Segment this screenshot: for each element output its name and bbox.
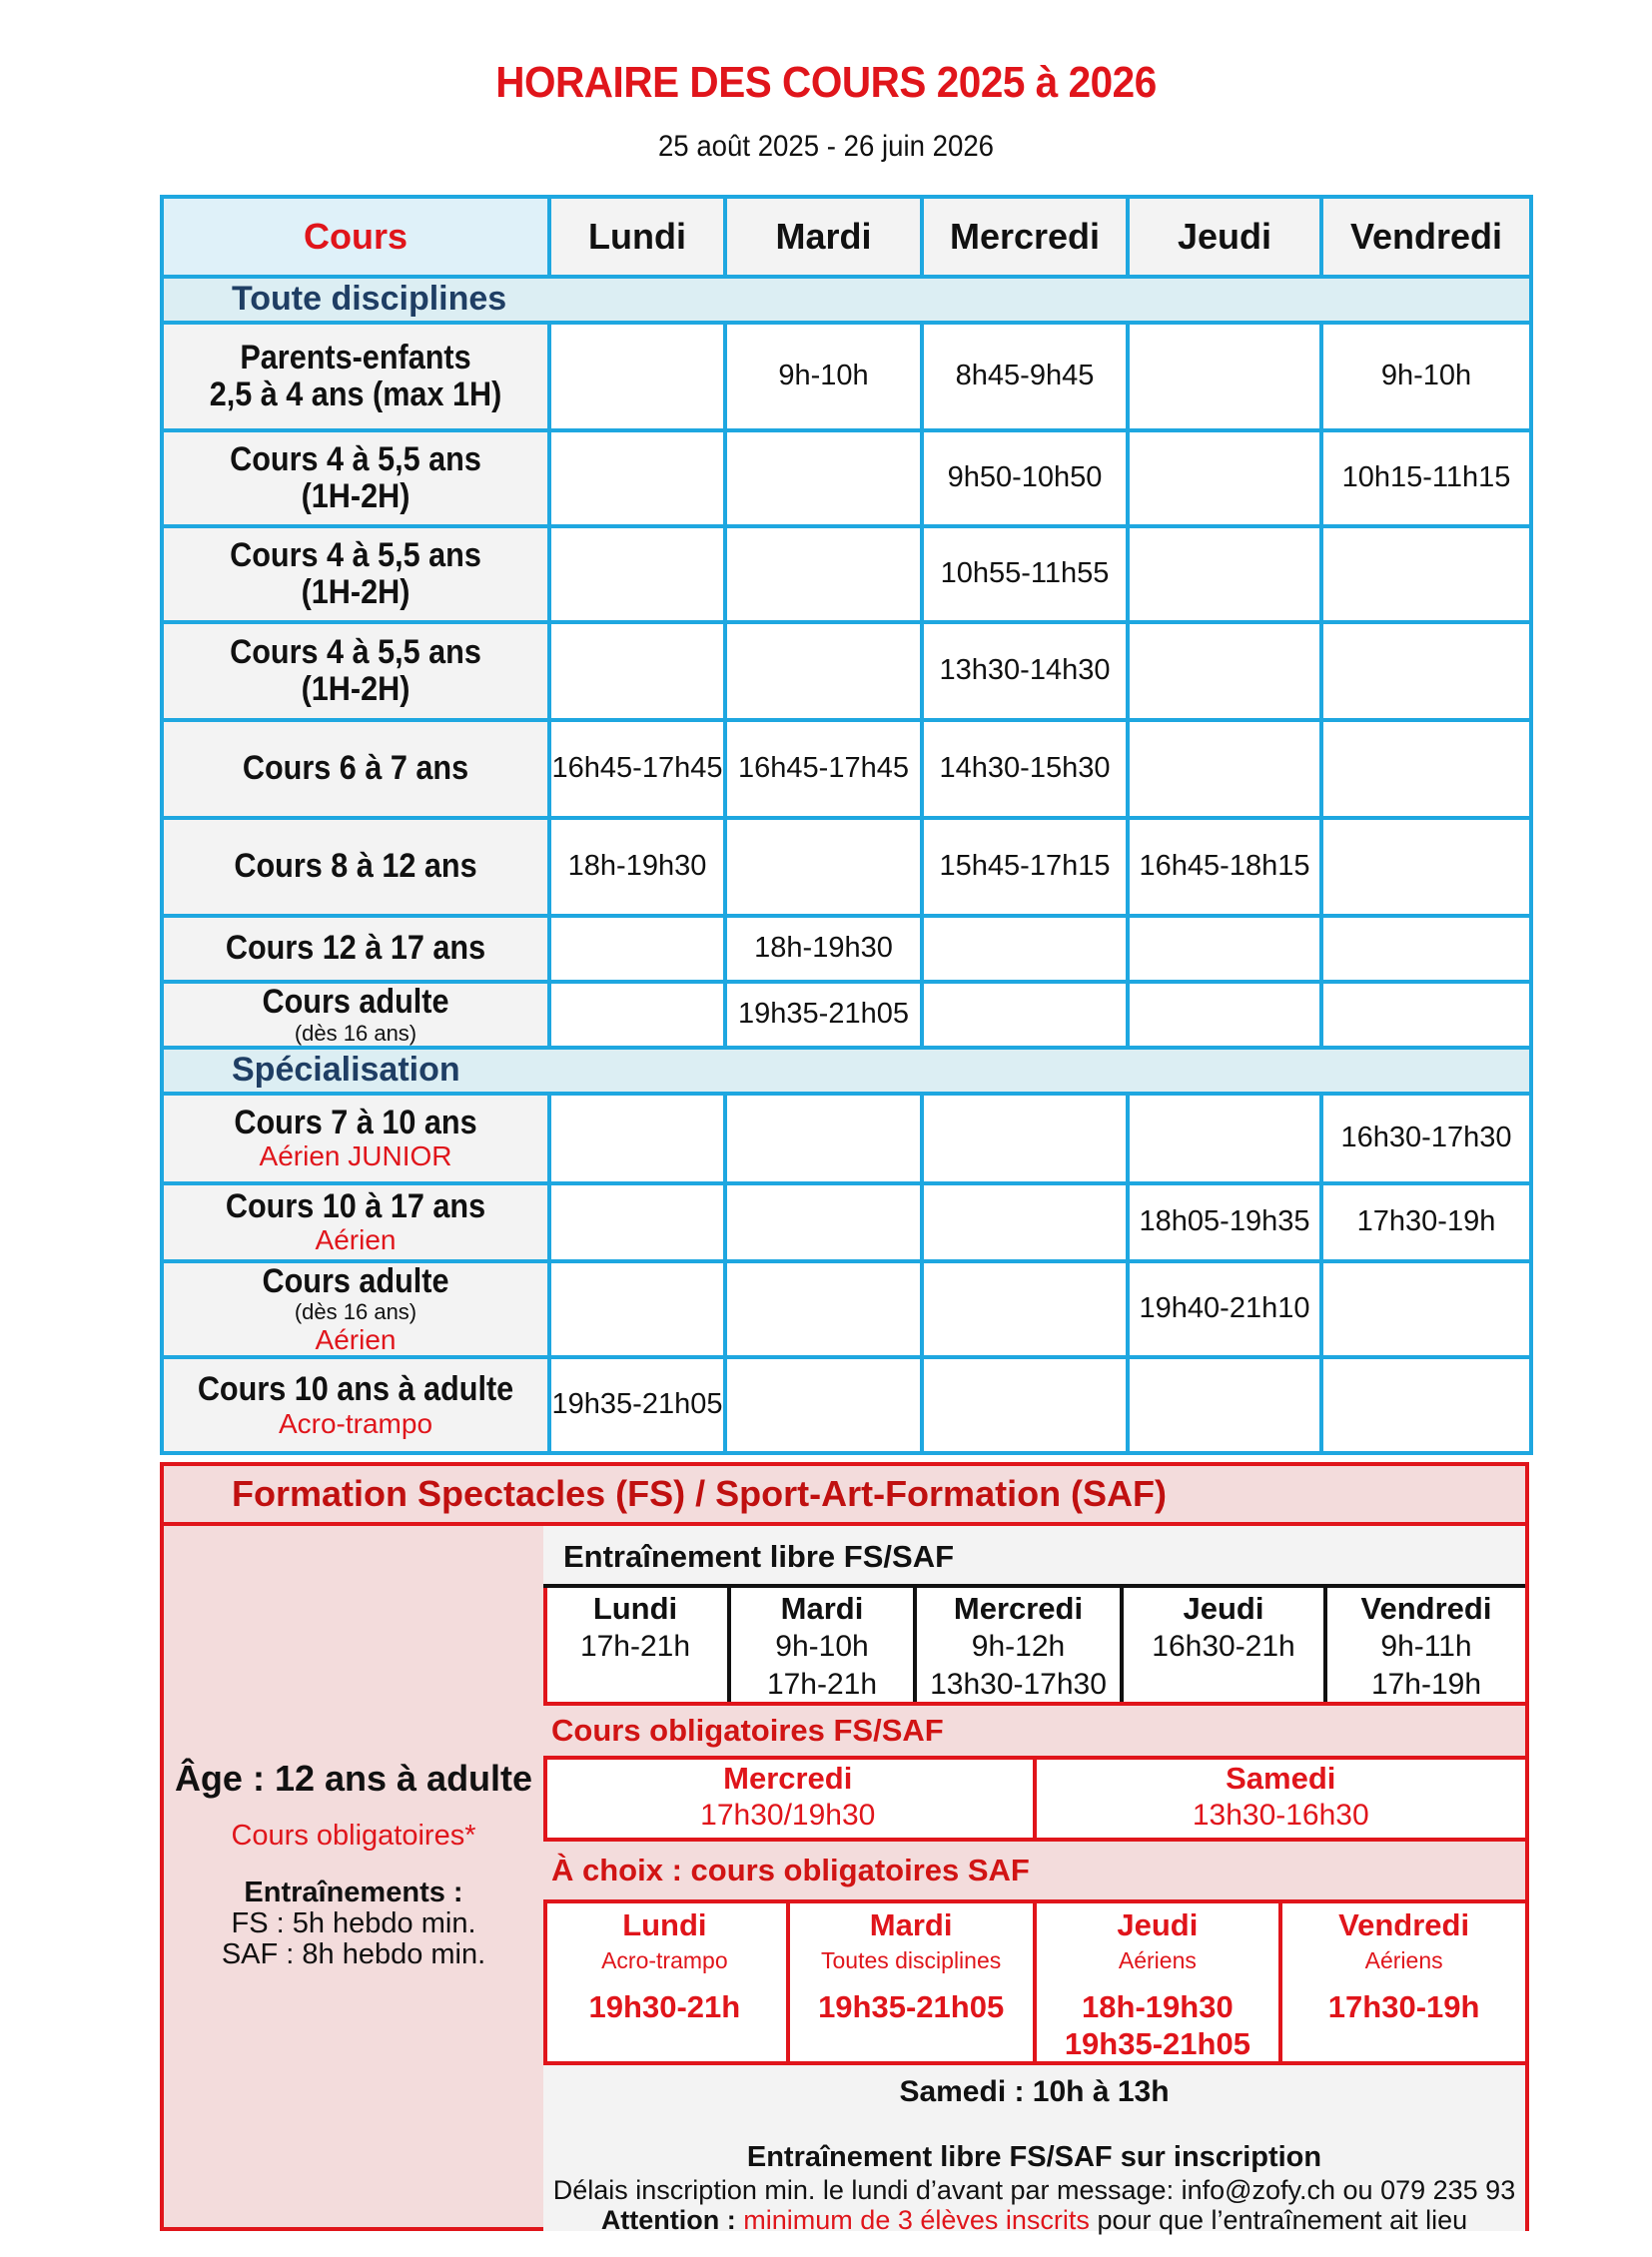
- saturday-training-title: Entraînement libre FS/SAF sur inscription: [746, 2141, 1322, 2173]
- time-cell: [922, 1357, 1128, 1453]
- free-training-cell: Jeudi 16h30-21h: [1124, 1588, 1327, 1702]
- table-row: [162, 818, 1531, 916]
- fs-saf-info-panel: [160, 1522, 547, 2231]
- time-cell: [725, 1094, 922, 1183]
- time-cell: [725, 526, 922, 622]
- table-row: [162, 982, 1531, 1048]
- time-cell: [922, 916, 1128, 982]
- course-cell: Cours 10 à 17 ans Aérien: [162, 1183, 549, 1261]
- time-cell: 16h30-17h30: [1321, 1094, 1531, 1183]
- time-cell: [725, 1261, 922, 1357]
- choice-courses-row: [543, 1903, 1525, 2065]
- time-cell: [1128, 622, 1321, 720]
- saturday-hours: Samedi : 10h à 13h: [899, 2075, 1170, 2108]
- fs-saf-schedule-panel: [543, 1522, 1529, 2235]
- time-cell: [1128, 1094, 1321, 1183]
- course-cell: Cours 6 à 7 ans: [162, 720, 549, 818]
- time-cell: 10h15-11h15: [1321, 430, 1531, 526]
- free-training-title: Entraînement libre FS/SAF: [543, 1526, 1525, 1588]
- time-cell: [725, 622, 922, 720]
- time-cell: [549, 430, 725, 526]
- table-row: [162, 622, 1531, 720]
- table-row: [162, 1094, 1531, 1183]
- time-cell: [1321, 916, 1531, 982]
- training-requirements: [164, 1878, 543, 1970]
- choice-course-cell: Vendredi Aériens 17h30-19h: [1327, 1907, 1480, 2024]
- time-cell: 14h30-15h30: [922, 720, 1128, 818]
- time-cell: [549, 1183, 725, 1261]
- time-cell: [1128, 916, 1321, 982]
- time-cell: 16h45-17h45: [725, 720, 922, 818]
- saturday-training-block: [543, 2065, 1525, 2235]
- time-cell: 17h30-19h: [1321, 1183, 1531, 1261]
- time-cell: 15h45-17h15: [922, 818, 1128, 916]
- time-cell: [1321, 622, 1531, 720]
- time-cell: 16h45-18h15: [1128, 818, 1321, 916]
- time-cell: [1128, 323, 1321, 430]
- time-cell: [922, 1261, 1128, 1357]
- training-fs: FS : 5h hebdo min.: [231, 1907, 476, 1939]
- time-cell: 19h35-21h05: [725, 982, 922, 1048]
- mandatory-courses-row: [543, 1760, 1525, 1842]
- time-cell: [725, 430, 922, 526]
- section-toute-disciplines: Toute disciplines: [162, 277, 1531, 323]
- header-cours: Cours: [162, 197, 549, 277]
- table-row: [162, 720, 1531, 818]
- time-cell: [725, 1183, 922, 1261]
- time-cell: [1128, 526, 1321, 622]
- course-cell: Cours 8 à 12 ans: [162, 818, 549, 916]
- training-saf: SAF : 8h hebdo min.: [221, 1938, 486, 1970]
- free-training-row: [543, 1588, 1525, 1706]
- time-cell: 19h35-21h05: [549, 1357, 725, 1453]
- time-cell: [725, 818, 922, 916]
- table-row: [162, 1261, 1531, 1357]
- header-mercredi: Mercredi: [922, 197, 1128, 277]
- course-cell: Cours 4 à 5,5 ans (1H-2H): [162, 526, 549, 622]
- time-cell: [549, 323, 725, 430]
- time-cell: 16h45-17h45: [549, 720, 725, 818]
- time-cell: 9h50-10h50: [922, 430, 1128, 526]
- table-row: [162, 1357, 1531, 1453]
- table-row: [162, 1183, 1531, 1261]
- course-cell: Cours 7 à 10 ans Aérien JUNIOR: [162, 1094, 549, 1183]
- time-cell: [922, 1183, 1128, 1261]
- time-cell: 18h05-19h35: [1128, 1183, 1321, 1261]
- free-training-cell: Lundi 17h-21h: [543, 1588, 731, 1702]
- time-cell: [725, 1357, 922, 1453]
- time-cell: [1128, 720, 1321, 818]
- time-cell: [1128, 430, 1321, 526]
- course-cell: Cours 10 ans à adulte Acro-trampo: [162, 1357, 549, 1453]
- time-cell: 19h40-21h10: [1128, 1261, 1321, 1357]
- time-cell: 13h30-14h30: [922, 622, 1128, 720]
- time-cell: [1321, 720, 1531, 818]
- page-subtitle: 25 août 2025 - 26 juin 2026: [657, 130, 995, 163]
- choice-courses-title: À choix : cours obligatoires SAF: [543, 1842, 1525, 1903]
- time-cell: [1321, 818, 1531, 916]
- table-row: [162, 916, 1531, 982]
- time-cell: [1321, 982, 1531, 1048]
- course-cell: Cours 4 à 5,5 ans (1H-2H): [162, 622, 549, 720]
- time-cell: 18h-19h30: [549, 818, 725, 916]
- header-vendredi: Vendredi: [1321, 197, 1531, 277]
- time-cell: 9h-10h: [725, 323, 922, 430]
- free-training-cell: Mercredi 9h-12h 13h30-17h30: [917, 1588, 1124, 1702]
- attention-note: Attention : minimum de 3 élèves inscrits pour que l’entraînement ait lieu: [600, 2205, 1468, 2235]
- time-cell: [1321, 526, 1531, 622]
- time-cell: 10h55-11h55: [922, 526, 1128, 622]
- time-cell: [1128, 982, 1321, 1048]
- time-cell: 8h45-9h45: [922, 323, 1128, 430]
- time-cell: [549, 622, 725, 720]
- time-cell: 18h-19h30: [725, 916, 922, 982]
- free-training-cell: Vendredi 9h-11h 17h-19h: [1360, 1591, 1492, 1701]
- choice-course-cell: Jeudi Aériens 18h-19h30 19h35-21h05: [1037, 1903, 1283, 2061]
- mandatory-course-cell: Samedi 13h30-16h30: [1192, 1761, 1369, 1832]
- page-title: HORAIRE DES COURS 2025 à 2026: [495, 58, 1157, 107]
- schedule-table: [160, 195, 1533, 1455]
- mandatory-courses-note: Cours obligatoires*: [231, 1820, 476, 1852]
- time-cell: [1321, 1357, 1531, 1453]
- course-cell: Parents-enfants 2,5 à 4 ans (max 1H): [162, 323, 549, 430]
- mandatory-courses-title: Cours obligatoires FS/SAF: [543, 1706, 1525, 1760]
- choice-course-cell: Mardi Toutes disciplines 19h35-21h05: [790, 1903, 1037, 2061]
- header-mardi: Mardi: [725, 197, 922, 277]
- header-jeudi: Jeudi: [1128, 197, 1321, 277]
- section-specialisation: Spécialisation: [162, 1048, 1531, 1094]
- choice-course-cell: Lundi Acro-trampo 19h30-21h: [543, 1903, 790, 2061]
- age-range: Âge : 12 ans à adulte: [174, 1758, 533, 1799]
- course-cell: Cours adulte (dès 16 ans): [162, 982, 549, 1048]
- time-cell: [1128, 1357, 1321, 1453]
- time-cell: [549, 1261, 725, 1357]
- time-cell: [549, 916, 725, 982]
- table-row: [162, 430, 1531, 526]
- mandatory-course-cell: Mercredi 17h30/19h30: [543, 1760, 1037, 1838]
- time-cell: [549, 526, 725, 622]
- course-cell: Cours adulte (dès 16 ans) Aérien: [162, 1261, 549, 1357]
- table-row: [162, 323, 1531, 430]
- training-title: Entraînements :: [244, 1877, 463, 1908]
- time-cell: [549, 1094, 725, 1183]
- time-cell: 9h-10h: [1321, 323, 1531, 430]
- free-training-cell: Mardi 9h-10h 17h-21h: [731, 1588, 917, 1702]
- time-cell: [1321, 1261, 1531, 1357]
- course-cell: Cours 12 à 17 ans: [162, 916, 549, 982]
- fs-saf-title: Formation Spectacles (FS) / Sport-Art-Formation (SAF): [160, 1462, 1529, 1526]
- registration-note: Délais inscription min. le lundi d’avant par message: info@zofy.ch ou 079 235 93: [552, 2175, 1516, 2205]
- table-row: [162, 526, 1531, 622]
- time-cell: [922, 982, 1128, 1048]
- course-cell: Cours 4 à 5,5 ans (1H-2H): [162, 430, 549, 526]
- time-cell: [922, 1094, 1128, 1183]
- header-lundi: Lundi: [549, 197, 725, 277]
- time-cell: [549, 982, 725, 1048]
